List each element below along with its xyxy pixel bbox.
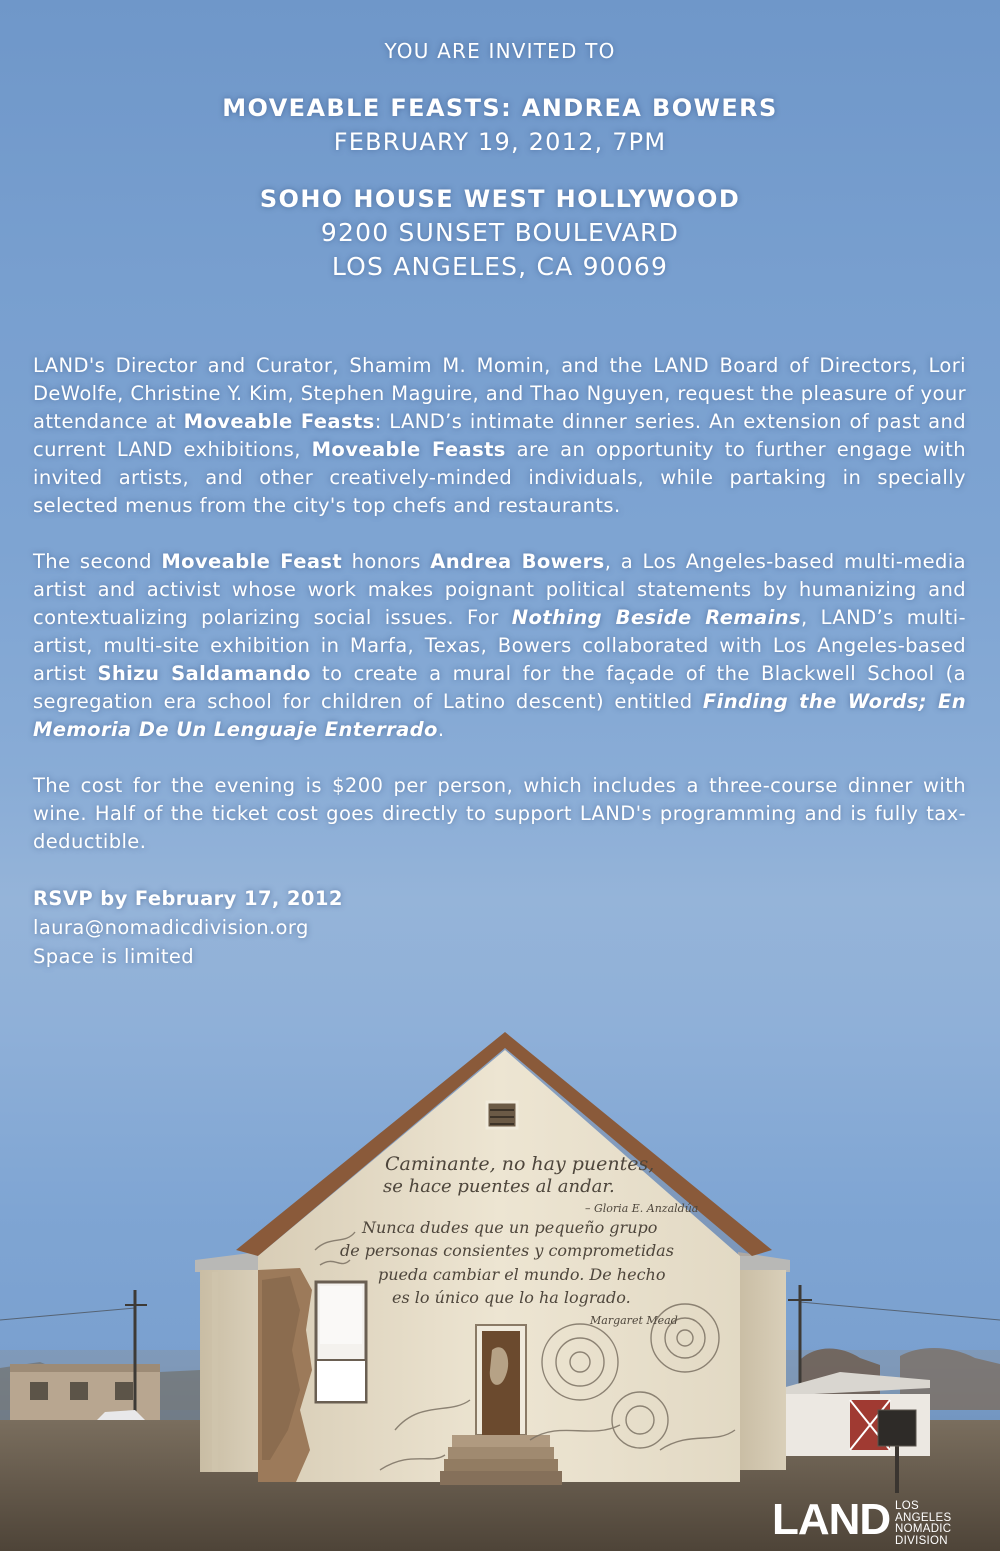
- rsvp-email[interactable]: laura@nomadicdivision.org: [33, 916, 309, 939]
- blackwell-school-photo: [0, 1020, 1000, 1551]
- mural-attribution-1: – Gloria E. Anzaldúa: [585, 1202, 699, 1215]
- event-date: FEBRUARY 19, 2012, 7PM: [333, 128, 667, 156]
- exhibition-title: Nothing Beside Remains: [511, 606, 801, 629]
- steps: [440, 1435, 562, 1485]
- rsvp-note: Space is limited: [33, 945, 195, 968]
- rsvp-title: RSVP by February 17, 2012: [33, 887, 343, 910]
- invitation-body: [33, 352, 966, 971]
- rsvp-block: [33, 884, 966, 971]
- left-wing: [195, 1252, 258, 1472]
- mural-line-2: se hace puentes al andar.: [383, 1176, 615, 1197]
- mural-line-5: pueda cambiar el mundo. De hecho: [378, 1265, 666, 1284]
- honoree-text-1: The second: [33, 550, 162, 573]
- cost-paragraph: The cost for the evening is $200 per person, which includes a three-course dinner with wine. Half of the ticket cost goes directly to support LAND's programming and is fully tax-deductible.: [33, 774, 966, 853]
- moveable-feasts-bold-2: Moveable Feasts: [311, 438, 506, 461]
- mural-line-6: es lo único que lo ha logrado.: [392, 1288, 631, 1307]
- mural-title: Finding the Words; En Memoria De Un Lenguaje Enterrado: [33, 690, 966, 741]
- honoree-text-2: honors: [342, 550, 431, 573]
- intro-paragraph: [33, 352, 966, 520]
- window: [316, 1282, 366, 1402]
- land-logo-tagline: [895, 1501, 972, 1547]
- moveable-feasts-bold-1: Moveable Feasts: [183, 410, 375, 433]
- andrea-bowers-bold: Andrea Bowers: [430, 550, 605, 573]
- shizu-saldamando-bold: Shizu Saldamando: [97, 662, 311, 685]
- mural-attribution-2: Margaret Mead: [590, 1314, 678, 1327]
- intro-text-2: : LAND’s intimate dinner series. An extension of past and current LAND exhibitions,: [33, 410, 966, 461]
- land-logo-line-3: DIVISION: [895, 1534, 948, 1547]
- honoree-text-4: , LAND’s multi-artist, multi-site exhibition in Marfa, Texas, Bowers collaborated with Los Angeles-based artist: [33, 606, 966, 685]
- right-wing: [738, 1252, 790, 1470]
- land-logo-line-1: LOS ANGELES: [895, 1500, 952, 1524]
- mural-line-4: de personas consientes y comprometidas: [340, 1241, 674, 1260]
- attic-vent: [487, 1102, 517, 1128]
- moveable-feast-bold: Moveable Feast: [161, 550, 343, 573]
- event-title: MOVEABLE FEASTS: ANDREA BOWERS: [222, 94, 778, 122]
- land-logo-word: LAND: [772, 1495, 891, 1544]
- honoree-text-6: .: [437, 718, 445, 741]
- door: [476, 1325, 526, 1435]
- invitation-header: [0, 34, 1000, 284]
- invited-line: YOU ARE INVITED TO: [384, 39, 616, 63]
- mural-line-3: Nunca dudes que un pequeño grupo: [362, 1218, 658, 1237]
- land-logo: [772, 1495, 972, 1547]
- honoree-text-3: , a Los Angeles-based multi-media artist and activist whose work makes poignant political statements by humanizing and contextualizing polarizing social issues. For: [33, 550, 966, 629]
- venue-address: 9200 SUNSET BOULEVARD: [320, 218, 680, 247]
- intro-text-3: are an opportunity to further engage with invited artists, and other creatively-minded individuals, while partaking in specially selected menus from the city's top chefs and restaurants.: [33, 438, 966, 517]
- venue-city: LOS ANGELES, CA 90069: [331, 252, 669, 281]
- honoree-paragraph: [33, 548, 966, 744]
- mural-line-1: Caminante, no hay puentes,: [385, 1153, 655, 1175]
- land-logo-line-2: NOMADIC: [895, 1523, 952, 1535]
- honoree-text-5: to create a mural for the façade of the Blackwell School (a segregation era school for children of Latino descent) entitled: [33, 662, 966, 713]
- intro-text-1: LAND's Director and Curator, Shamim M. Momin, and the LAND Board of Directors, Lori DeWolfe, Christine Y. Kim, Stephen Maguire, and Thao Nguyen, request the pleasure of your attendance at: [33, 354, 966, 433]
- venue-name: SOHO HOUSE WEST HOLLYWOOD: [259, 185, 741, 213]
